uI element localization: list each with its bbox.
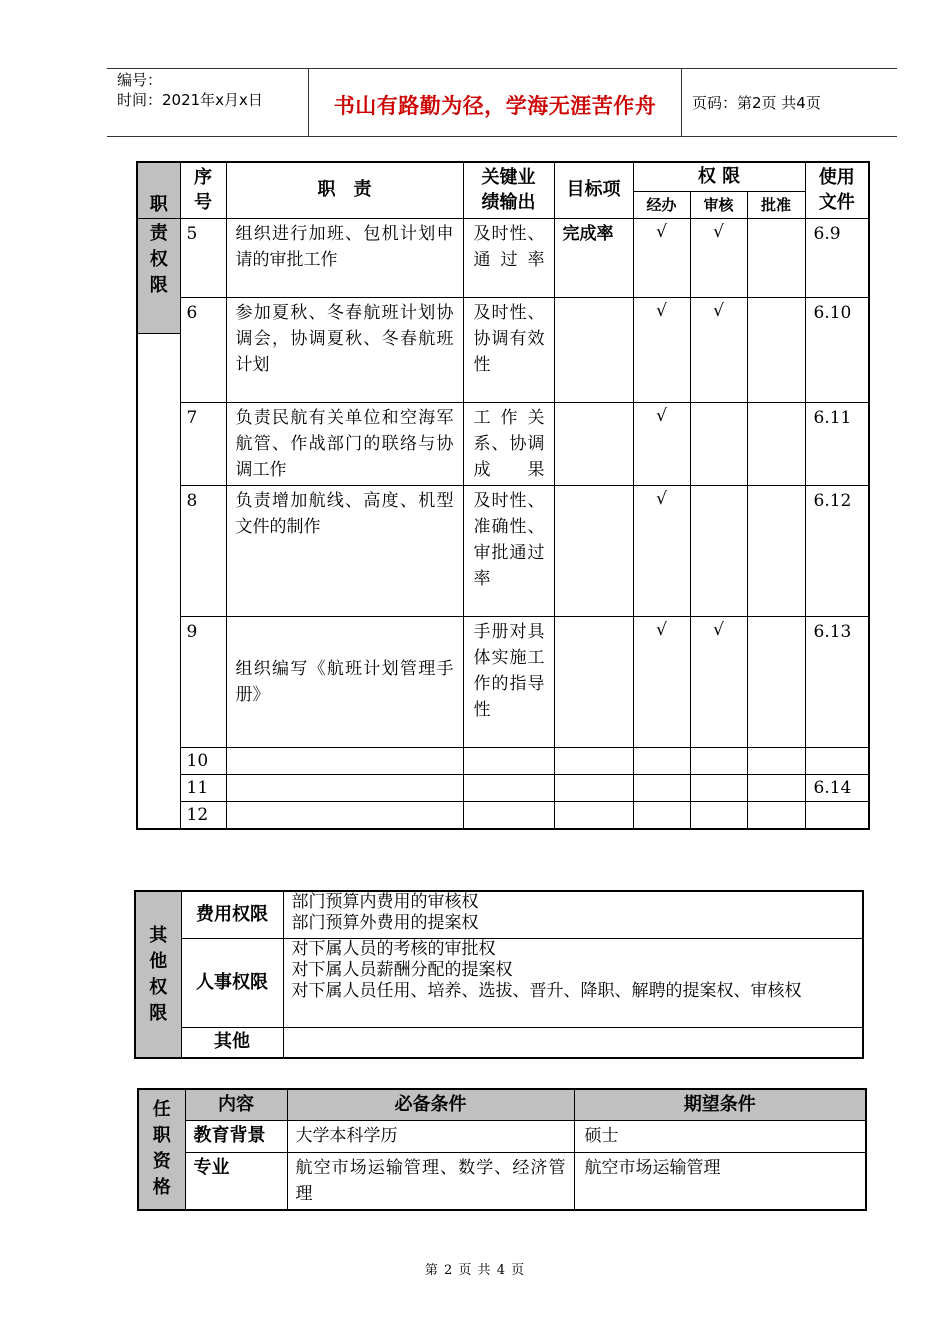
duty-cell: 组织进行加班、包机计划申请的审批工作 [226,218,463,297]
duty-cell: 负责增加航线、高度、机型文件的制作 [226,485,463,616]
authority-detail [283,1027,863,1058]
duty-cell [226,747,463,774]
authority-detail [283,891,863,938]
doc-time-label: 时间：2021年x月x日 [117,91,263,109]
duty-cell [226,801,463,829]
authority-detail [283,938,863,1027]
duties-side-label-top: 职 [137,162,180,218]
seq-cell: 11 [180,774,226,801]
header-motto: 书山有路勤为径，学海无涯苦作舟 [333,94,657,118]
approve-check [747,616,805,747]
header-authority: 权 限 [633,162,805,191]
qualification-label: 教育背景 [185,1120,287,1152]
target-cell [554,616,633,747]
review-check [690,774,747,801]
target-cell [554,402,633,485]
authority-type-label: 人事权限 [181,938,283,1027]
duties-side-label: 责 权 限 [138,219,180,334]
target-cell [554,801,633,829]
doc-cell: 6.13 [805,616,869,747]
duty-cell [226,774,463,801]
doc-cell: 6.14 [805,774,869,801]
review-check [690,747,747,774]
doc-cell: 6.12 [805,485,869,616]
handle-check: √ [633,485,690,616]
approve-check [747,801,805,829]
review-check [690,402,747,485]
handle-check: √ [633,616,690,747]
review-check: √ [690,616,747,747]
authority-line: 对下属人员任用、培养、选拔、晋升、降职、解聘的提案权、审核权 [291,980,802,1001]
header-top-rule [107,68,897,69]
review-check: √ [690,297,747,402]
authority-line: 部门预算内费用的审核权 [291,892,479,912]
duty-cell: 组织编写《航班计划管理手册》 [226,616,463,747]
qualification-header-content: 内容 [185,1089,287,1120]
approve-check [747,747,805,774]
qualification-table [137,1088,867,1211]
duty-cell: 负责民航有关单位和空海军航管、作战部门的联络与协调工作 [226,402,463,485]
target-cell [554,774,633,801]
qualification-required: 大学本科学历 [287,1120,574,1152]
qualification-header-expected: 期望条件 [574,1089,866,1120]
seq-cell: 9 [180,616,226,747]
header-duty: 职 责 [226,162,463,218]
kpi-cell: 及时性、协调有效性 [463,297,554,402]
approve-check [747,485,805,616]
authority-line: 对下属人员薪酬分配的提案权 [291,959,513,980]
handle-check [633,747,690,774]
doc-cell: 6.10 [805,297,869,402]
qualification-side-label: 任 职 资 格 [138,1089,185,1210]
other-authority-table [134,890,864,1059]
qualification-expected: 航空市场运输管理 [574,1152,866,1210]
other-authority-side-label: 其 他 权 限 [135,891,181,1058]
review-check: √ [690,218,747,297]
qualification-expected: 硕士 [574,1120,866,1152]
seq-cell: 6 [180,297,226,402]
approve-check [747,218,805,297]
seq-cell: 10 [180,747,226,774]
kpi-cell [463,774,554,801]
duty-cell: 参加夏秋、冬春航班计划协调会，协调夏秋、冬春航班计划 [226,297,463,402]
seq-cell: 7 [180,402,226,485]
handle-check: √ [633,402,690,485]
header-handle: 经办 [633,191,690,218]
authority-type-label: 费用权限 [181,891,283,938]
doc-cell: 6.9 [805,218,869,297]
handle-check: √ [633,297,690,402]
header-seq: 序 号 [180,162,226,218]
seq-cell: 12 [180,801,226,829]
kpi-cell [463,747,554,774]
authority-line: 对下属人员的考核的审批权 [291,938,496,959]
approve-check [747,297,805,402]
review-check [690,801,747,829]
duties-side-label-cell [137,218,180,829]
doc-cell [805,801,869,829]
duties-table [136,161,870,830]
kpi-cell: 手册对具体实施工作的指导性 [463,616,554,747]
approve-check [747,402,805,485]
qualification-required: 航空市场运输管理、数学、经济管理 [287,1152,574,1210]
review-check [690,485,747,616]
authority-line: 部门预算外费用的提案权 [291,913,479,933]
header-doc: 使用 文件 [805,162,869,218]
kpi-cell: 及时性、通过率 [463,218,554,297]
header-divider [681,69,682,136]
qualification-header-required: 必备条件 [287,1089,574,1120]
target-cell [554,485,633,616]
doc-cell: 6.11 [805,402,869,485]
seq-cell: 5 [180,218,226,297]
header-target: 目标项 [554,162,633,218]
qualification-label: 专业 [185,1152,287,1210]
seq-cell: 8 [180,485,226,616]
header-approve: 批准 [747,191,805,218]
header-kpi: 关键业 绩输出 [463,162,554,218]
page-number-label: 页码：第2页 共4页 [692,94,821,112]
doc-cell [805,747,869,774]
kpi-cell [463,801,554,829]
kpi-cell: 工作关系、协调成果 [463,402,554,485]
page-footer: 第 2 页 共 4 页 [424,1263,526,1278]
target-cell [554,747,633,774]
handle-check: √ [633,218,690,297]
authority-type-label: 其他 [181,1027,283,1058]
kpi-cell: 及时性、准确性、审批通过率 [463,485,554,616]
header-bottom-rule [107,136,897,137]
handle-check [633,801,690,829]
approve-check [747,774,805,801]
target-cell [554,297,633,402]
handle-check [633,774,690,801]
target-cell: 完成率 [554,218,633,297]
doc-number-label: 编号： [117,71,163,89]
header-review: 审核 [690,191,747,218]
